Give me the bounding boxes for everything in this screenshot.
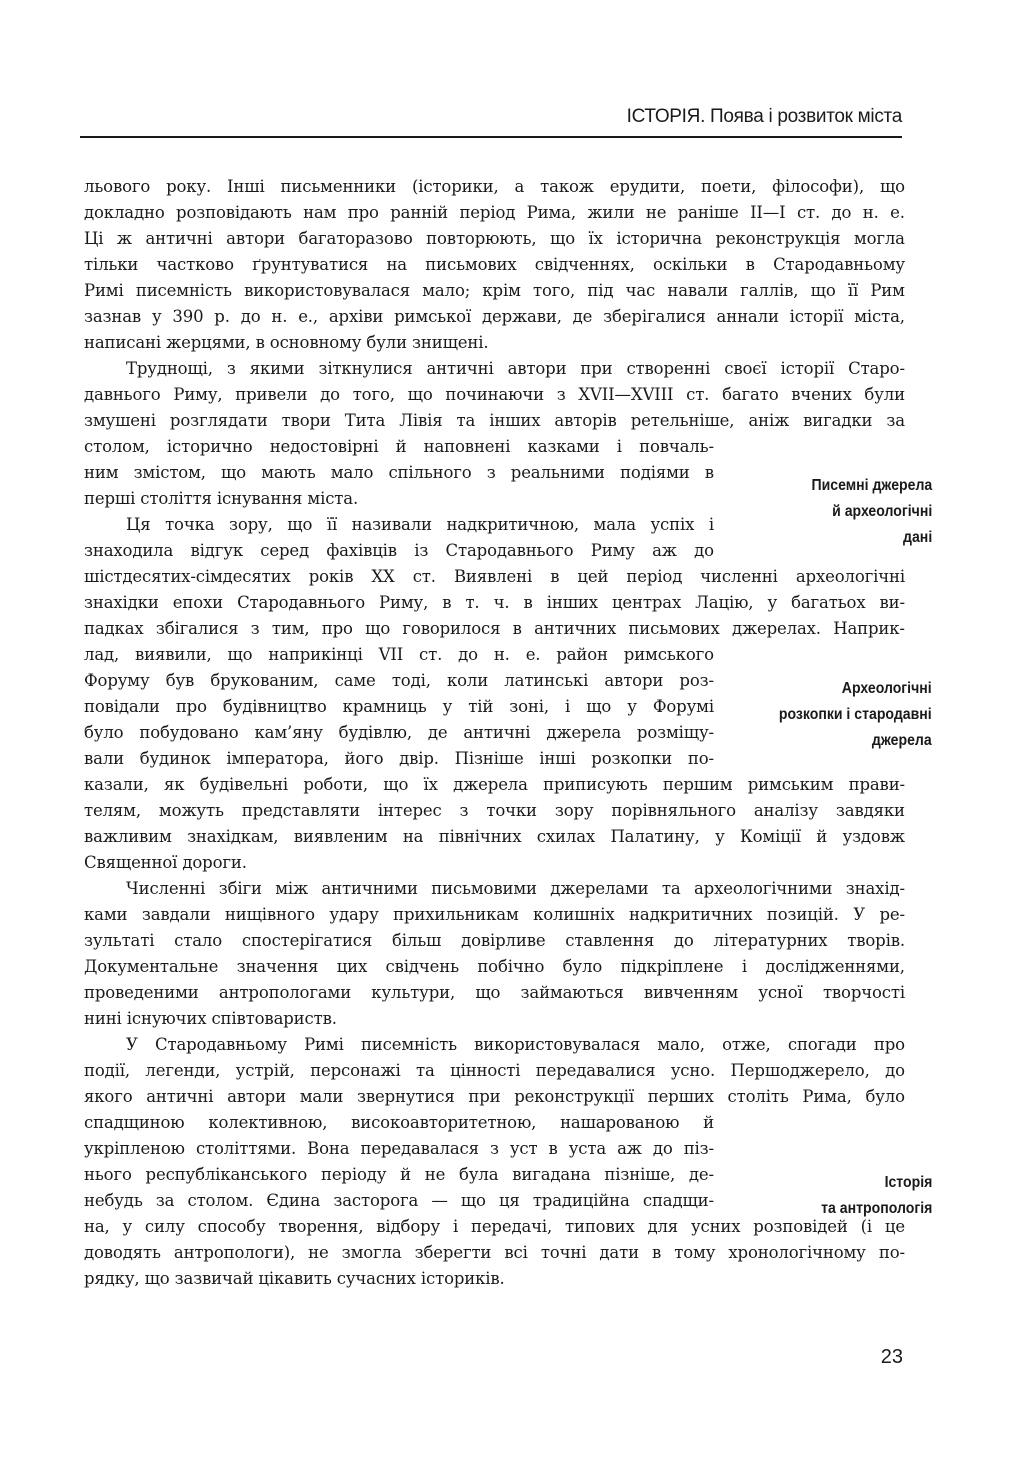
- body-line: У Стародавньому Римі писемність використовувалася мало, отже, спогади про: [126, 1035, 905, 1054]
- body-line: написані жерцями, в основному були знищені.: [84, 333, 489, 352]
- body-line: Ця точка зору, що її називали надкритичною, мала успіх і: [126, 515, 714, 534]
- body-line: зазнав у 390 р. до н. е., архіви римської держави, де зберігалися аннали історії міста,: [84, 307, 905, 326]
- margin-note-line: розкопки і стародавні: [779, 706, 932, 723]
- margin-note-excavations: [779, 676, 932, 754]
- body-line: льового року. Інші письменники (історики, а також ерудити, поети, філософи), що: [84, 177, 905, 196]
- body-line: повідали про будівництво крамниць у тій зоні, і що у Форумі: [84, 697, 714, 716]
- margin-note-written-sources: [811, 473, 932, 551]
- margin-note-line: Історія: [884, 1174, 932, 1191]
- margin-note-line: й археологічні: [831, 503, 932, 520]
- body-line: давнього Риму, привели до того, що починаючи з XVII—XVIII ст. багато вчених були: [84, 385, 905, 404]
- body-line: важливим знахідкам, виявленим на північних схилах Палатину, у Коміції й уздовж: [84, 827, 905, 846]
- body-line: змушені розглядати твори Тита Лівія та інших авторів ретельніше, аніж вигадки за: [84, 411, 905, 430]
- margin-note-line: та антропологія: [820, 1200, 932, 1217]
- body-line: перші століття існування міста.: [84, 489, 359, 508]
- body-line: Документальне значення цих свідчень побічно було підкріплене і дослідженнями,: [84, 957, 905, 976]
- body-line: рядку, що зазвичай цікавить сучасних істориків.: [84, 1269, 505, 1288]
- body-line: докладно розповідають нам про ранній період Рима, жили не раніше II—I ст. до н. е.: [84, 203, 905, 222]
- body-line: ним змістом, що мають мало спільного з реальними подіями в: [84, 463, 714, 482]
- body-line: на, у силу способу творення, відбору і передачі, типових для усних розповідей (і це: [84, 1217, 905, 1236]
- body-line: спадщиною колективною, високоавторитетною, нашарованою й: [84, 1113, 714, 1132]
- body-line: столом, історично недостовірні й наповнені казками і повчаль-: [84, 437, 714, 456]
- body-line: Форуму був брукованим, саме тоді, коли латинські автори роз-: [84, 671, 714, 690]
- body-line: Римі писемність використовувалася мало; крім того, під час навали галлів, що її Рим: [84, 281, 905, 300]
- body-line: лад, виявили, що наприкінці VII ст. до н. е. район римського: [84, 645, 714, 664]
- body-line: знаходила відгук серед фахівців із Стародавнього Риму аж до: [84, 541, 714, 560]
- body-line: Ці ж античні автори багаторазово повторюють, що їх історична реконструкція могла: [84, 229, 905, 248]
- body-line: події, легенди, устрій, персонажі та цінності передавалися усно. Першоджерело, до: [84, 1061, 905, 1080]
- margin-note-line: Писемні джерела: [811, 477, 932, 494]
- body-line: доводять антропологи), не змогла зберегти всі точні дати в тому хронологічному по-: [84, 1243, 905, 1262]
- margin-note-line: Археологічні: [842, 680, 932, 697]
- body-line: Труднощі, з якими зіткнулися античні автори при створенні своєї історії Старо-: [126, 359, 905, 378]
- margin-note-line: джерела: [872, 732, 932, 749]
- body-line: казали, як будівельні роботи, що їх джерела приписують першим римським прави-: [84, 775, 905, 794]
- margin-note-line: дані: [902, 529, 932, 546]
- body-line: тільки частково ґрунтуватися на письмових свідченнях, оскільки в Стародавньому: [84, 255, 905, 274]
- body-line: вали будинок імператора, його двір. Пізніше інші розкопки по-: [84, 749, 714, 768]
- body-line: зультаті стало спостерігатися більш довірливе ставлення до літературних творів.: [84, 931, 905, 950]
- page-number: 23: [880, 1346, 903, 1368]
- body-line: падках збігалися з тим, про що говорилося в античних письмових джерелах. Наприк-: [84, 619, 905, 638]
- body-line: нього республіканського періоду й не була вигадана пізніше, де-: [84, 1165, 714, 1184]
- margin-note-anthropology: [821, 1170, 932, 1222]
- body-line: знахідки епохи Стародавнього Риму, в т. ч. в інших центрах Лацію, у багатьох ви-: [84, 593, 905, 612]
- body-line: телям, можуть представляти інтерес з точки зору порівняльного аналізу завдяки: [84, 801, 905, 820]
- body-line: шістдесятих-сімдесятих років XX ст. Виявлені в цей період численні археологічні: [84, 567, 905, 586]
- body-line: укріпленою століттями. Вона передавалася з уст в уста аж до піз-: [84, 1139, 714, 1158]
- body-line: Священної дороги.: [84, 853, 247, 872]
- running-header: ІСТОРІЯ. Поява і розвиток міста: [626, 106, 902, 127]
- body-line: проведеними антропологами культури, що займаються вивченням усної творчості: [84, 983, 905, 1002]
- body-line: Численні збіги між античними письмовими джерелами та археологічними знахід-: [126, 879, 905, 898]
- body-line: якого античні автори мали звернутися при реконструкції перших століть Рима, було: [84, 1087, 905, 1106]
- body-line: було побудовано кам’яну будівлю, де античні джерела розміщу-: [84, 723, 714, 742]
- body-line: нині існуючих співтовариств.: [84, 1009, 337, 1028]
- header-rule: [80, 136, 902, 138]
- body-line: ками завдали нищівного удару прихильникам колишніх надкритичних позицій. У ре-: [84, 905, 905, 924]
- body-line: небудь за столом. Єдина засторога — що ця традиційна спадщи-: [84, 1191, 714, 1210]
